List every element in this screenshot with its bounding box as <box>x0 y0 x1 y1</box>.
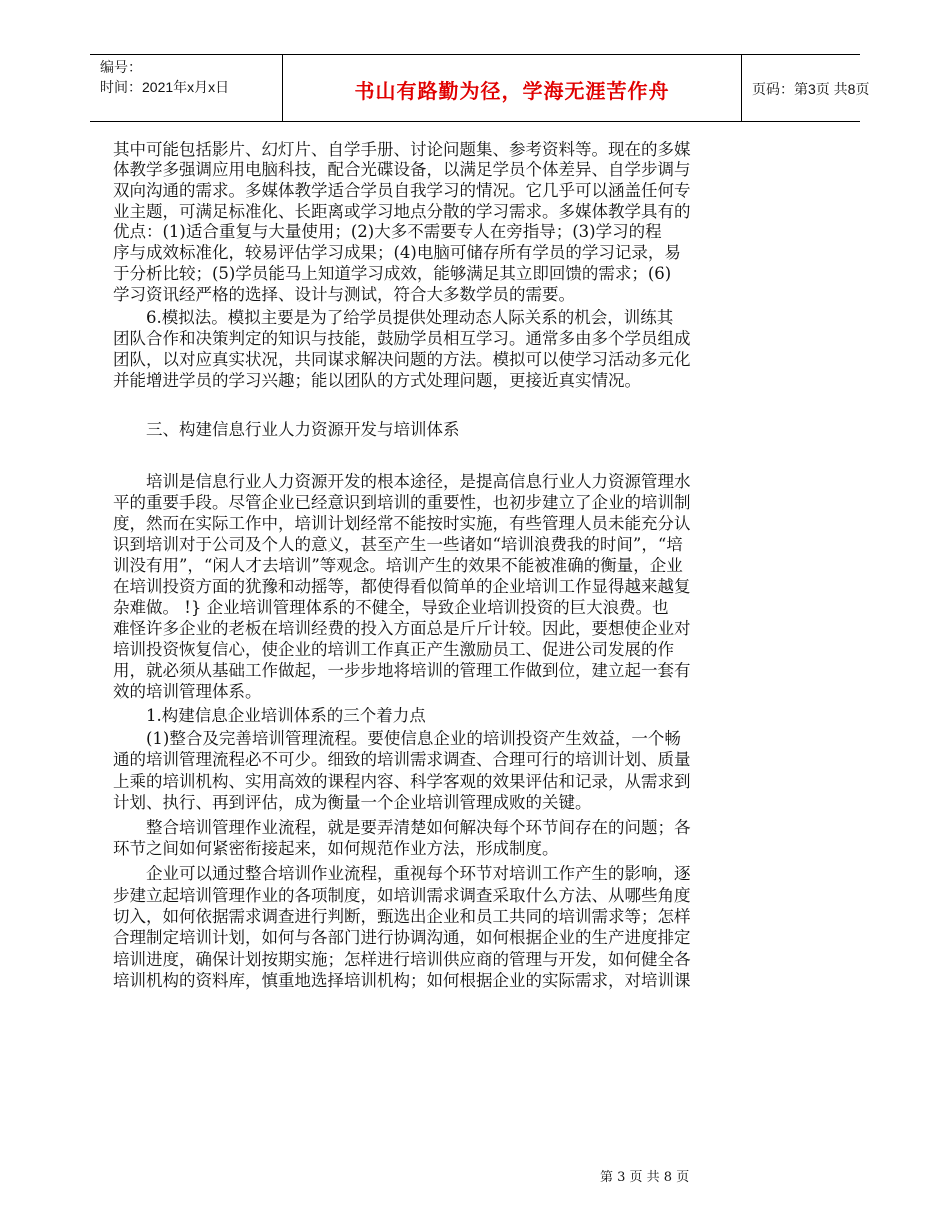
text-line: 平的重要手段。尽管企业已经意识到培训的重要性，也初步建立了企业的培训制 <box>113 493 691 512</box>
text-line: 序与成效标准化，较易评估学习成果；(4)电脑可储存所有学员的学习记录，易 <box>113 243 681 262</box>
text-line: 体教学多强调应用电脑科技，配合光碟设备，以满足学员个体差异、自学步调与 <box>113 160 691 179</box>
text-line: 切入，如何依据需求调查进行判断，甄选出企业和员工共同的培训需求等；怎样 <box>113 907 691 926</box>
text-line: 1.构建信息企业培训体系的三个着力点 <box>113 706 426 725</box>
text-line: 学习资讯经严格的选择、设计与测试，符合大多数学员的需要。 <box>113 285 575 304</box>
text-line: 步建立起培训管理作业的各项制度，如培训需求调查采取什么方法、从哪些角度 <box>113 886 691 905</box>
text-line: 整合培训管理作业流程，就是要弄清楚如何解决每个环节间存在的问题；各 <box>113 818 691 837</box>
text-line: 难怪许多企业的老板在培训经费的投入方面总是斤斤计较。因此，要想使企业对 <box>113 619 691 638</box>
text-line: 识到培训对于公司及个人的意义，甚至产生一些诸如“培训浪费我的时间”，“培 <box>113 535 683 554</box>
text-line: 上乘的培训机构、实用高效的课程内容、科学客观的效果评估和记录，从需求到 <box>113 772 691 791</box>
text-line: 用，就必须从基础工作做起，一步步地将培训的管理工作做到位，建立起一套有 <box>113 661 691 680</box>
text-line: 效的培训管理体系。 <box>113 682 262 701</box>
text-line: 业主题，可满足标准化、长距离或学习地点分散的学习需求。多媒体教学具有的 <box>113 202 691 221</box>
header-page-number: 页码：第3页 共8页 <box>752 81 870 97</box>
text-line: 于分析比较；(5)学员能马上知道学习成效，能够满足其立即回馈的需求；(6) <box>113 264 672 283</box>
header-motto: 书山有路勤为径，学海无涯苦作舟 <box>354 79 670 103</box>
text-line: 并能增进学员的学习兴趣；能以团队的方式处理问题，更接近真实情况。 <box>113 371 641 390</box>
text-line: 通的培训管理流程必不可少。细致的培训需求调查、合理可行的培训计划、质量 <box>113 750 691 769</box>
text-line: 6.模拟法。模拟主要是为了给学员提供处理动态人际关系的机会，训练其 <box>113 308 674 327</box>
header-page-cell <box>742 55 870 121</box>
text-line: 企业可以通过整合培训作业流程，重视每个环节对培训工作产生的影响，逐 <box>113 864 691 883</box>
text-line: 双向沟通的需求。多媒体教学适合学员自我学习的情况。它几乎可以涵盖任何专 <box>113 181 691 200</box>
text-line: 培训进度，确保计划按期实施；怎样进行培训供应商的管理与开发，如何健全各 <box>113 950 691 969</box>
text-line: 杂难做。 !} 企业培训管理体系的不健全，导致企业培训投资的巨大浪费。也 <box>113 598 669 617</box>
text-line: 计划、执行、再到评估，成为衡量一个企业培训管理成败的关键。 <box>113 793 592 812</box>
text-line: 培训机构的资料库，慎重地选择培训机构；如何根据企业的实际需求，对培训课 <box>113 971 691 990</box>
header-meta <box>90 55 282 121</box>
text-line: (1)整合及完善培训管理流程。要使信息企业的培训投资产生效益，一个畅 <box>113 729 681 748</box>
text-line: 团队合作和决策判定的知识与技能，鼓励学员相互学习。通常多由多个学员组成 <box>113 329 691 348</box>
text-line: 培训是信息行业人力资源开发的根本途径，是提高信息行业人力资源管理水 <box>113 472 691 491</box>
text-line: 优点：(1)适合重复与大量使用；(2)大多不需要专人在旁指导；(3)学习的程 <box>113 222 662 241</box>
text-line: 在培训投资方面的犹豫和动摇等，都使得看似简单的企业培训工作显得越来越复 <box>113 577 691 596</box>
text-line: 其中可能包括影片、幻灯片、自学手册、讨论问题集、参考资料等。现在的多媒 <box>113 140 691 159</box>
document-time-label: 时间：2021年x月x日 <box>100 79 230 95</box>
footer-page-number: 第 3 页 共 8 页 <box>600 1170 690 1185</box>
text-line: 训没有用”，“闲人才去培训”等观念。培训产生的效果不能被准确的衡量，企业 <box>113 556 683 575</box>
text-line: 合理制定培训计划，如何与各部门进行协调沟通，如何根据企业的生产进度排定 <box>113 928 691 947</box>
text-line: 培训投资恢复信心，使企业的培训工作真正产生激励员工、促进公司发展的作 <box>113 640 674 659</box>
text-line: 度，然而在实际工作中，培训计划经常不能按时实施，有些管理人员未能充分认 <box>113 514 691 533</box>
text-line: 三、构建信息行业人力资源开发与培训体系 <box>113 420 460 439</box>
text-line: 团队，以对应真实状况，共同谋求解决问题的方法。模拟可以使学习活动多元化 <box>113 350 691 369</box>
document-number-label: 编号： <box>100 59 142 75</box>
text-line: 环节之间如何紧密衔接起来，如何规范作业方法，形成制度。 <box>113 839 559 858</box>
page-header <box>90 54 870 122</box>
header-motto-cell <box>282 55 742 121</box>
